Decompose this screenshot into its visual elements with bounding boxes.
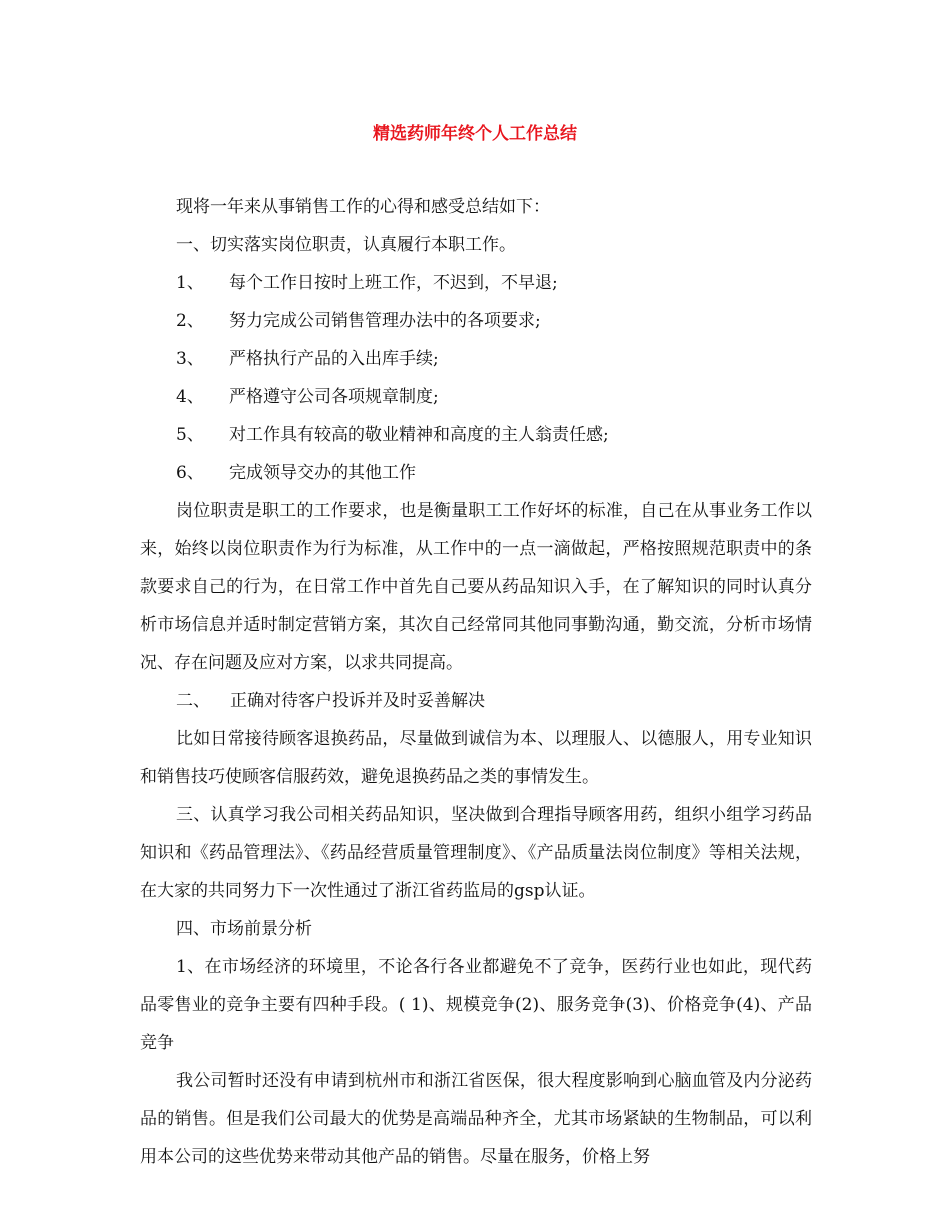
complaint-paragraph: 比如日常接待顾客退换药品，尽量做到诚信为本、以理服人、以德服人，用专业知识和销售技巧使顾客信服药效，避免退换药品之类的事情发生。 — [140, 729, 812, 787]
list-item-number: 4、 — [176, 387, 204, 407]
document-title: 精选药师年终个人工作总结 — [373, 124, 577, 144]
section-3-paragraph: 三、认真学习我公司相关药品知识，坚决做到合理指导顾客用药，组织小组学习药品知识和《药品管理法》、《药品经营质量管理制度》、《产品质量法岗位制度》等相关法规，在大家的共同努力下一次性通过了浙江省药监局的gsp认证。 — [140, 805, 812, 901]
market-competition-paragraph: 1、在市场经济的环境里，不论各行各业都避免不了竞争，医药行业也如此，现代药品零售业的竞争主要有四种手段。( 1)、规模竞争(2)、服务竞争(3)、价格竞争(4)、产品竞争 — [140, 957, 812, 1053]
list-item — [140, 454, 812, 492]
intro-paragraph: 现将一年来从事销售工作的心得和感受总结如下： — [176, 197, 550, 217]
list-item — [140, 264, 812, 302]
list-item-number: 2、 — [176, 311, 204, 331]
section-heading-1: 一、切实落实岗位职责，认真履行本职工作。 — [176, 235, 516, 255]
list-item-number: 5、 — [176, 425, 204, 445]
list-item-number: 3、 — [176, 349, 204, 369]
section-heading-number: 二、 — [176, 691, 210, 711]
list-item-text: 对工作具有较高的敬业精神和高度的主人翁责任感; — [229, 425, 609, 445]
list-item — [140, 340, 812, 378]
list-item — [140, 302, 812, 340]
list-item — [140, 378, 812, 416]
company-advantage-paragraph: 我公司暂时还没有申请到杭州市和浙江省医保，很大程度影响到心脑血管及内分泌药品的销售。但是我们公司最大的优势是高端品种齐全，尤其市场紧缺的生物制品，可以利用本公司的这些优势来带动其他产品的销售。尽量在服务，价格上努 — [140, 1071, 812, 1167]
list-item-text: 严格遵守公司各项规章制度; — [229, 387, 439, 407]
section-heading-text: 正确对待客户投诉并及时妥善解决 — [230, 691, 485, 711]
list-item — [140, 416, 812, 454]
list-item-text: 努力完成公司销售管理办法中的各项要求; — [229, 311, 541, 331]
section-heading-2 — [140, 682, 812, 720]
document-body — [140, 188, 812, 1176]
list-item-text: 严格执行产品的入出库手续; — [229, 349, 439, 369]
list-item-number: 1、 — [176, 273, 204, 293]
section-heading-4: 四、市场前景分析 — [176, 919, 312, 939]
job-duty-paragraph: 岗位职责是职工的工作要求，也是衡量职工工作好坏的标准，自己在从事业务工作以来，始终以岗位职责作为行为标准，从工作中的一点一滴做起，严格按照规范职责中的条款要求自己的行为，在日常工作中首先自己要从药品知识入手，在了解知识的同时认真分析市场信息并适时制定营销方案，其次自己经常同其他同事勤沟通，勤交流，分析市场情况、存在问题及应对方案，以求共同提高。 — [140, 501, 812, 673]
list-item-number: 6、 — [176, 463, 204, 483]
list-item-text: 完成领导交办的其他工作 — [229, 463, 416, 483]
list-item-text: 每个工作日按时上班工作，不迟到，不早退; — [229, 273, 558, 293]
